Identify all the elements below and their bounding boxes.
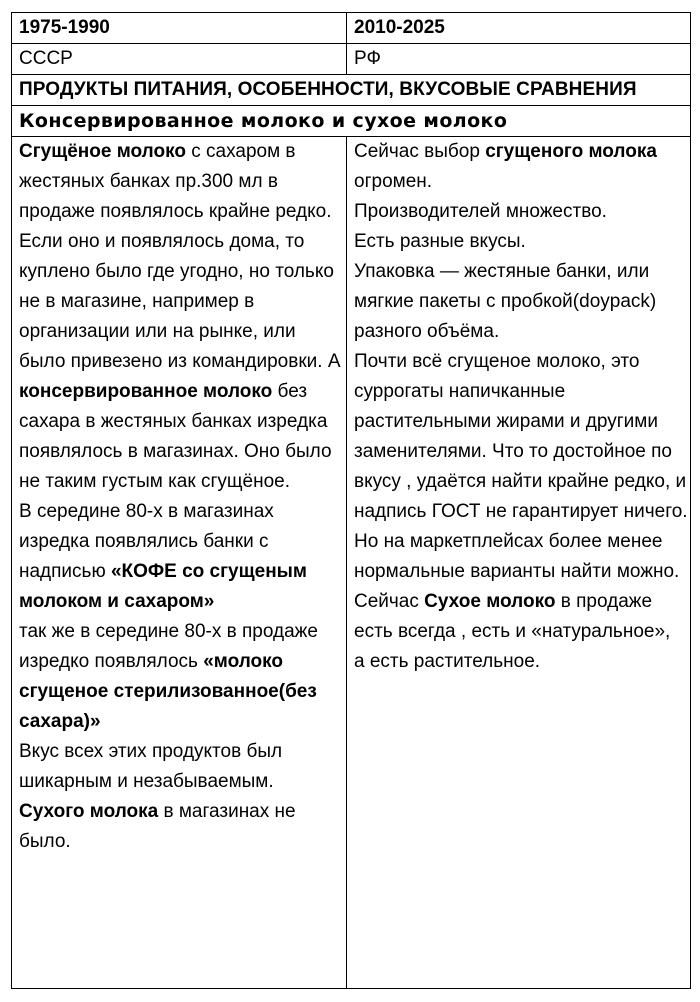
period-left-cell: 1975-1990 (12, 13, 347, 44)
period-right-cell: 2010-2025 (347, 13, 691, 44)
ussr-text-1a: с сахаром в жестяных банках пр.300 мл в продаже появлялось крайне редко. Если оно и появлялось дома, то куплено было где угодно, но только не в магазине, например в организации или на рынке, или было привезено из командировки. А (19, 141, 341, 372)
rf-paragraph-7 (354, 587, 690, 647)
content-row (12, 137, 691, 989)
rf-text-1a: Сейчас выбор (354, 141, 486, 162)
rf-text-7b: в продаже есть всегда , есть и «натуральное», (354, 591, 671, 642)
rf-bold-dry-milk: Сухое молоко (424, 591, 556, 612)
ussr-bold-coffee: «КОФЕ со сгущеным молоком и сахаром» (19, 561, 307, 612)
rf-paragraph-3: Есть разные вкусы. (354, 231, 526, 252)
ussr-description-cell (12, 137, 347, 989)
ussr-bold-dry-milk: Сухого молока (19, 801, 159, 822)
rf-paragraph-6: Но на маркетплейсах более менее нормальные варианты найти можно. (354, 531, 680, 582)
rf-paragraph-5: Почти всё сгущеное молоко, это суррогаты напичканные растительными жирами и другими заменителями. Что то достойное по вкусу , удаётся найти крайне редко, и надпись ГОСТ не гарантирует ничего. (354, 351, 688, 522)
rf-bold-condensed-milk: сгущеного молока (485, 141, 657, 162)
ussr-bold-sterilized: «молоко сгущеное стерилизованное(без сахара)» (19, 651, 317, 732)
ussr-bold-condensed-milk: Сгущёное молоко (19, 141, 186, 162)
ussr-paragraph-3 (19, 617, 346, 737)
section-title: ПРОДУКТЫ ПИТАНИЯ, ОСОБЕННОСТИ, ВКУСОВЫЕ СРАВНЕНИЯ (12, 75, 691, 106)
comparison-table (11, 12, 691, 989)
rf-paragraph-1 (354, 137, 690, 197)
ussr-text-5: в магазинах не было. (19, 801, 296, 852)
rf-text-1b: огромен. (354, 171, 433, 192)
rf-paragraph-4: Упаковка — жестяные банки, или мягкие пакеты с пробкой(doypack) разного объёма. (354, 261, 657, 342)
country-left-cell: СССР (12, 44, 347, 75)
period-header-row (12, 13, 691, 44)
rf-description-cell (347, 137, 691, 989)
ussr-bold-canned-milk: консервированное молоко (19, 381, 273, 402)
ussr-paragraph-4: Вкус всех этих продуктов был шикарным и незабываемым. (19, 741, 283, 792)
rf-paragraph-8: а есть растительное. (354, 651, 541, 672)
ussr-text-3: так же в середине 80-х в продаже изредко появлялось (19, 621, 318, 672)
ussr-text-2: В середине 80-х в магазинах изредка появлялись банки с надписью (19, 501, 274, 582)
rf-text-7a: Сейчас (354, 591, 425, 612)
ussr-text-1b: без сахара в жестяных банках изредка появлялось в магазинах. Оно было не таким густым как сгущёное. (19, 381, 332, 492)
subsection-title: Консервированное молоко и сухое молоко (12, 106, 691, 137)
rf-paragraph-2: Производителей множество. (354, 201, 607, 222)
ussr-paragraph-2 (19, 497, 346, 617)
country-right-cell: РФ (347, 44, 691, 75)
section-title-row (12, 75, 691, 106)
ussr-paragraph-5 (19, 797, 346, 857)
subsection-title-row (12, 106, 691, 137)
ussr-paragraph-1 (19, 137, 346, 497)
country-row (12, 44, 691, 75)
